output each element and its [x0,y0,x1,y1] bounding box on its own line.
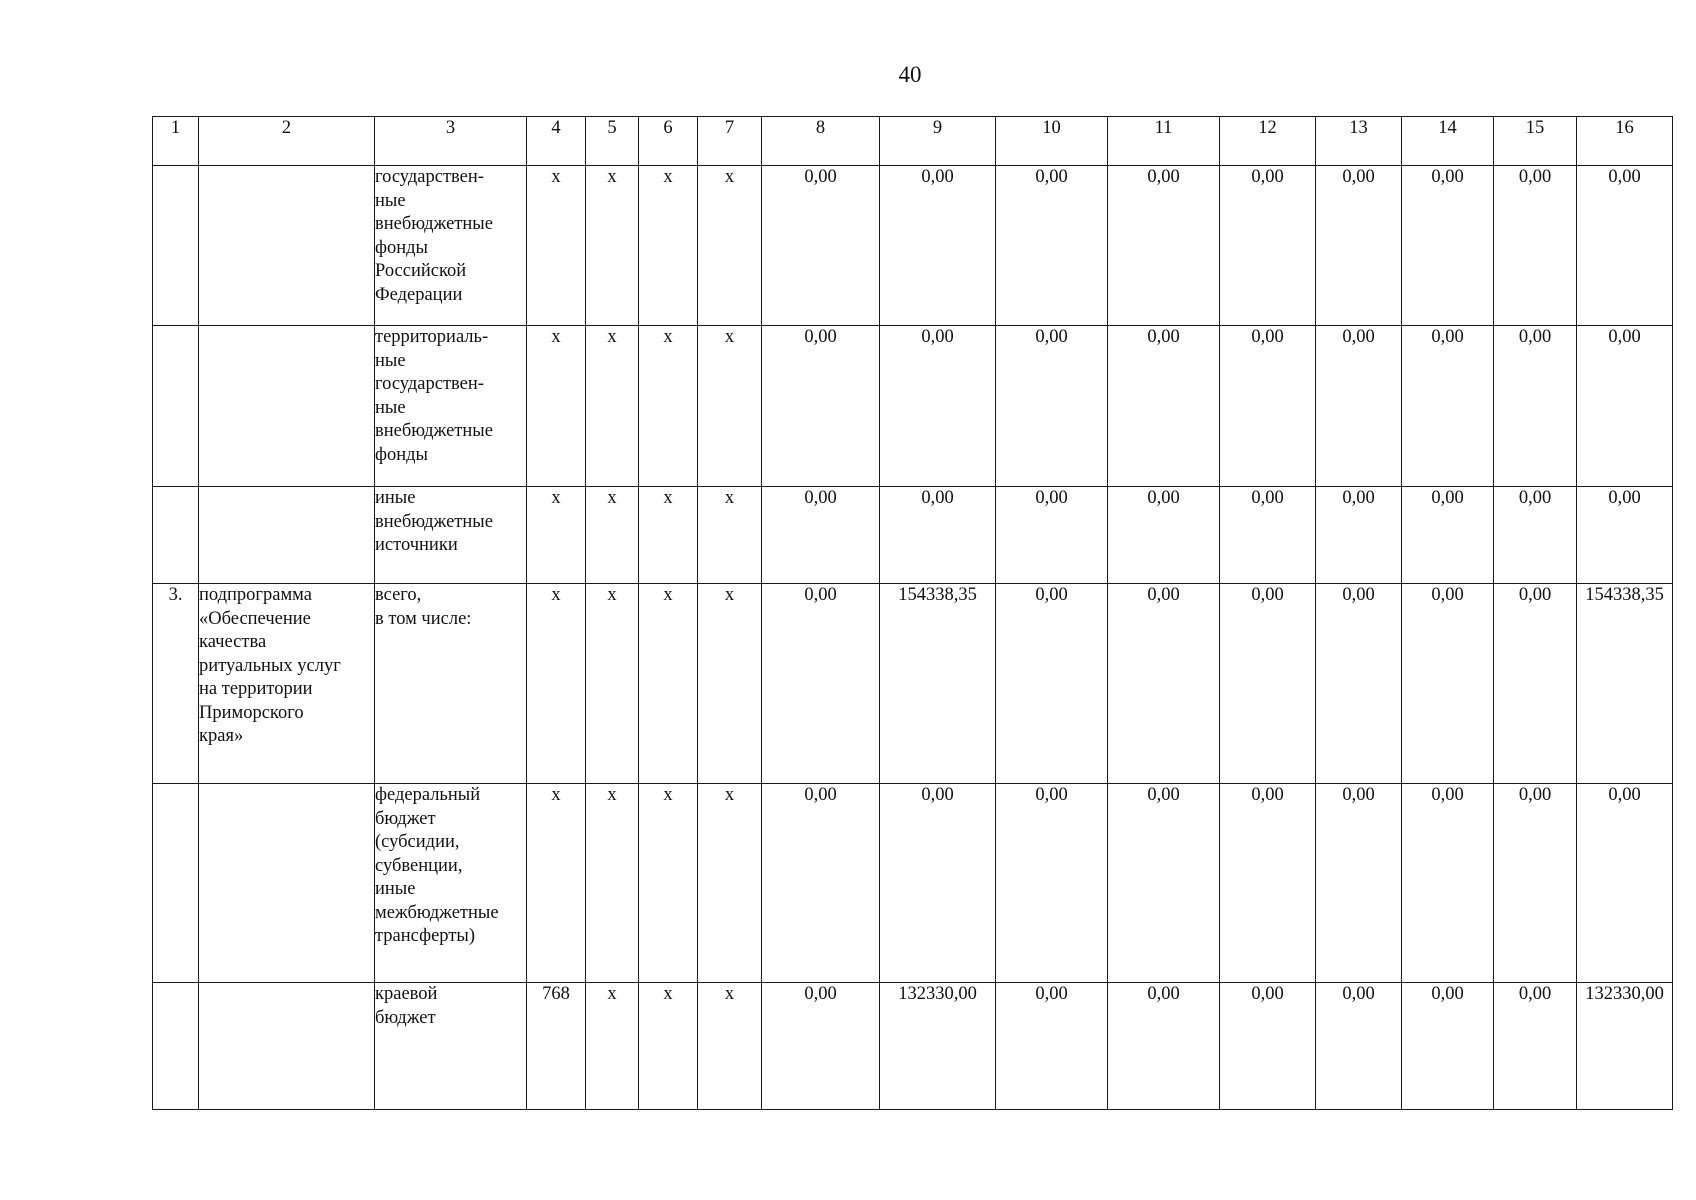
value-cell: 0,00 [1316,166,1402,326]
header-cell: 1 [153,117,199,166]
value-cell: 0,00 [1494,983,1577,1110]
value-cell: 0,00 [1494,584,1577,784]
value-cell: 0,00 [996,487,1108,584]
value-cell: х [527,487,586,584]
value-cell: х [586,983,639,1110]
value-cell: 0,00 [880,326,996,487]
header-cell: 2 [199,117,375,166]
header-cell: 5 [586,117,639,166]
value-cell: 132330,00 [1577,983,1673,1110]
value-cell: х [527,326,586,487]
value-cell: 0,00 [762,487,880,584]
budget-table [152,116,1673,1110]
value-cell: х [698,326,762,487]
value-cell: 0,00 [1316,983,1402,1110]
value-cell: 0,00 [1402,983,1494,1110]
value-cell: х [527,584,586,784]
header-cell: 15 [1494,117,1577,166]
program-name-cell: подпрограмма «Обеспечение качества ритуальных услуг на территории Приморского края» [199,584,375,784]
row-number-cell [153,983,199,1110]
value-cell: 0,00 [1577,487,1673,584]
value-cell: 0,00 [996,784,1108,983]
value-cell: 0,00 [1316,784,1402,983]
value-cell: 132330,00 [880,983,996,1110]
value-cell: 0,00 [1220,584,1316,784]
value-cell: 0,00 [1494,784,1577,983]
value-cell: 0,00 [762,326,880,487]
header-cell: 9 [880,117,996,166]
value-cell: х [698,584,762,784]
value-cell: 0,00 [880,166,996,326]
program-name-cell [199,487,375,584]
value-cell: 154338,35 [880,584,996,784]
value-cell: х [698,983,762,1110]
value-cell: х [586,584,639,784]
header-cell: 12 [1220,117,1316,166]
header-cell: 16 [1577,117,1673,166]
program-name-cell [199,326,375,487]
value-cell: 0,00 [880,784,996,983]
value-cell: х [698,166,762,326]
funding-source-cell: краевой бюджет [375,983,527,1110]
value-cell: 0,00 [996,584,1108,784]
value-cell: 0,00 [1494,166,1577,326]
value-cell: 0,00 [996,326,1108,487]
value-cell: 0,00 [996,983,1108,1110]
value-cell: х [527,166,586,326]
row-number-cell [153,326,199,487]
value-cell: 0,00 [1316,487,1402,584]
value-cell: 0,00 [1108,584,1220,784]
value-cell: х [586,326,639,487]
value-cell: 0,00 [1494,487,1577,584]
value-cell: х [586,784,639,983]
value-cell: х [639,983,698,1110]
value-cell: х [698,784,762,983]
header-cell: 14 [1402,117,1494,166]
row-number-cell [153,166,199,326]
row-number-cell: 3. [153,584,199,784]
program-name-cell [199,983,375,1110]
value-cell: х [639,326,698,487]
value-cell: 0,00 [1402,166,1494,326]
value-cell: 0,00 [1108,166,1220,326]
table-body [153,117,1673,1110]
value-cell: х [527,784,586,983]
value-cell: 154338,35 [1577,584,1673,784]
value-cell: 0,00 [1402,326,1494,487]
value-cell: 0,00 [1108,784,1220,983]
program-name-cell [199,784,375,983]
header-cell: 13 [1316,117,1402,166]
value-cell: 0,00 [1402,784,1494,983]
value-cell: 0,00 [1108,983,1220,1110]
value-cell: 0,00 [1316,326,1402,487]
value-cell: 0,00 [1402,487,1494,584]
value-cell: х [586,487,639,584]
table-row [153,983,1673,1110]
value-cell: х [639,584,698,784]
funding-source-cell: иные внебюджетные источники [375,487,527,584]
header-cell: 3 [375,117,527,166]
value-cell: 0,00 [762,166,880,326]
value-cell: 0,00 [1108,326,1220,487]
value-cell: 0,00 [762,584,880,784]
value-cell: 0,00 [1220,166,1316,326]
value-cell: 0,00 [880,487,996,584]
table-row [153,784,1673,983]
value-cell: 0,00 [1316,584,1402,784]
value-cell: х [698,487,762,584]
value-cell: 0,00 [1494,326,1577,487]
row-number-cell [153,784,199,983]
header-cell: 8 [762,117,880,166]
value-cell: 0,00 [1402,584,1494,784]
funding-source-cell: территориаль- ные государствен- ные внебюджетные фонды [375,326,527,487]
value-cell: х [586,166,639,326]
row-number-cell [153,487,199,584]
header-cell: 10 [996,117,1108,166]
value-cell: 0,00 [1577,784,1673,983]
table-row [153,166,1673,326]
header-cell: 7 [698,117,762,166]
funding-source-cell: федеральный бюджет (субсидии, субвенции, иные межбюджетные трансферты) [375,784,527,983]
table-row [153,326,1673,487]
value-cell: 0,00 [762,983,880,1110]
value-cell: 0,00 [996,166,1108,326]
value-cell: 0,00 [1577,166,1673,326]
value-cell: 0,00 [1108,487,1220,584]
value-cell: 0,00 [1220,784,1316,983]
header-cell: 11 [1108,117,1220,166]
table-row [153,487,1673,584]
table-row [153,584,1673,784]
program-name-cell [199,166,375,326]
value-cell: 768 [527,983,586,1110]
funding-source-cell: всего, в том числе: [375,584,527,784]
value-cell: х [639,166,698,326]
table-header-row [153,117,1673,166]
value-cell: 0,00 [1220,983,1316,1110]
value-cell: 0,00 [1220,326,1316,487]
funding-source-cell: государствен- ные внебюджетные фонды Российской Федерации [375,166,527,326]
page-number: 40 [898,62,922,87]
header-cell: 4 [527,117,586,166]
value-cell: 0,00 [762,784,880,983]
value-cell: х [639,487,698,584]
value-cell: 0,00 [1220,487,1316,584]
value-cell: 0,00 [1577,326,1673,487]
header-cell: 6 [639,117,698,166]
value-cell: х [639,784,698,983]
